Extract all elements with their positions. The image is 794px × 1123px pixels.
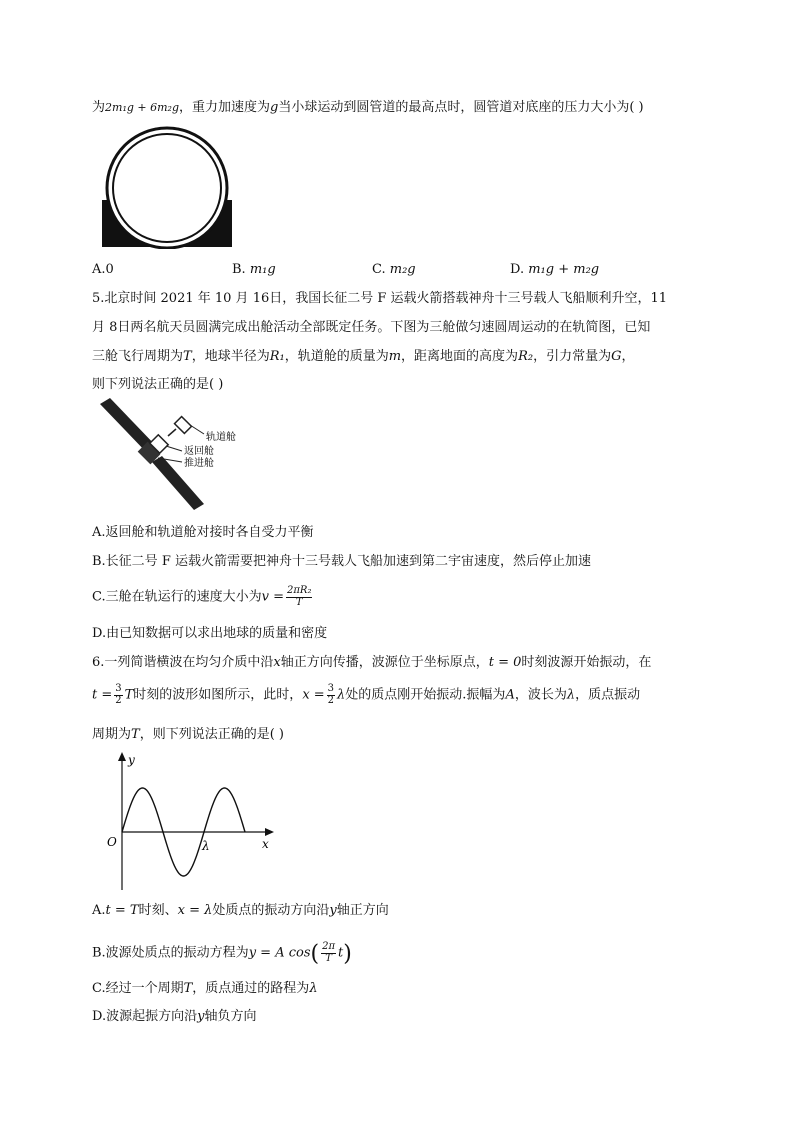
q5-option-b[interactable]: B.长征二号 F 运载火箭需要把神舟十三号载人飞船加速到第二宇宙速度，然后停止加速 bbox=[92, 554, 591, 569]
q4-option-a[interactable]: A.0 bbox=[92, 262, 114, 277]
q6-stem-line-1: 6.一列简谐横波在均匀介质中沿x轴正方向传播，波源位于坐标原点，t = 0时刻波源开始振动，在 bbox=[92, 655, 652, 670]
q4-stem-line: 为2m₁g + 6m₂g，重力加速度为g当小球运动到圆管道的最高点时，圆管道对底座的压力大小为( ) bbox=[92, 100, 644, 115]
q5-stem-line-1: 5.北京时间 2021 年 10 月 16日，我国长征二号 F 运载火箭搭载神舟十三号载人飞船顺利升空，11 bbox=[92, 291, 668, 306]
q6-stem-line-3: 周期为T，则下列说法正确的是( ) bbox=[92, 727, 284, 742]
q6-lambda-label: λ bbox=[202, 839, 210, 853]
q6-origin-label: O bbox=[107, 835, 117, 849]
q4-option-c[interactable]: C. m₂g bbox=[372, 262, 416, 277]
q5-stem-line-3: 三舱飞行周期为T，地球半径为R₁，轨道舱的质量为m，距离地面的高度为R₂，引力常量为G， bbox=[92, 349, 635, 364]
q5-label-orbital-module: 轨道舱 bbox=[206, 432, 236, 443]
q4-pipe-inner bbox=[113, 134, 221, 242]
q5-stem-line-2: 月 8日两名航天员圆满完成出舱活动全部既定任务。下图为三舱做匀速圆周运动的在轨简图，已知 bbox=[92, 320, 651, 335]
q6-option-b[interactable]: B.波源处质点的振动方程为y = A cos( $\frac{2\pi}{T}$ t) bbox=[92, 941, 352, 967]
q6-figure-wave bbox=[100, 750, 280, 892]
q6-y-arrow bbox=[118, 752, 126, 761]
q4-option-b[interactable]: B. m₁g bbox=[232, 262, 276, 277]
q6-x-label: x bbox=[262, 837, 269, 851]
q5-label-return-module: 返回舱 bbox=[184, 446, 214, 457]
q5-figure-spacecraft bbox=[96, 396, 266, 514]
q6-option-c[interactable]: C.经过一个周期T，质点通过的路程为λ bbox=[92, 981, 318, 996]
q6-option-a[interactable]: A.t = T时刻、x = λ处质点的振动方向沿y轴正方向 bbox=[92, 903, 389, 918]
q5-label-propulsion-module: 推进舱 bbox=[184, 458, 214, 469]
q6-stem-line-2: t = $\frac{3}{2}$ T时刻的波形如图所示，此时，x = $\frac{3}{2}$ λ处的质点刚开始振动.振幅为A，波长为λ，质点振动 bbox=[92, 683, 641, 706]
q4-figure-circular-pipe bbox=[98, 125, 236, 249]
q5-option-a[interactable]: A.返回舱和轨道舱对接时各自受力平衡 bbox=[92, 525, 314, 540]
q5-option-d[interactable]: D.由已知数据可以求出地球的质量和密度 bbox=[92, 626, 328, 641]
q5-orbital-module bbox=[175, 417, 192, 434]
q5-stem-line-4: 则下列说法正确的是( ) bbox=[92, 377, 224, 392]
q4-formula: 2m₁g + 6m₂g bbox=[105, 101, 179, 114]
q6-x-arrow bbox=[265, 828, 274, 836]
q5-option-c[interactable]: C.三舱在轨运行的速度大小为v = $\frac{\text{2πR₂}}{T}$ bbox=[92, 585, 312, 608]
q6-option-d[interactable]: D.波源起振方向沿y轴负方向 bbox=[92, 1009, 257, 1024]
q4-option-d[interactable]: D. m₁g + m₂g bbox=[510, 262, 600, 277]
q6-y-label: y bbox=[128, 753, 135, 767]
